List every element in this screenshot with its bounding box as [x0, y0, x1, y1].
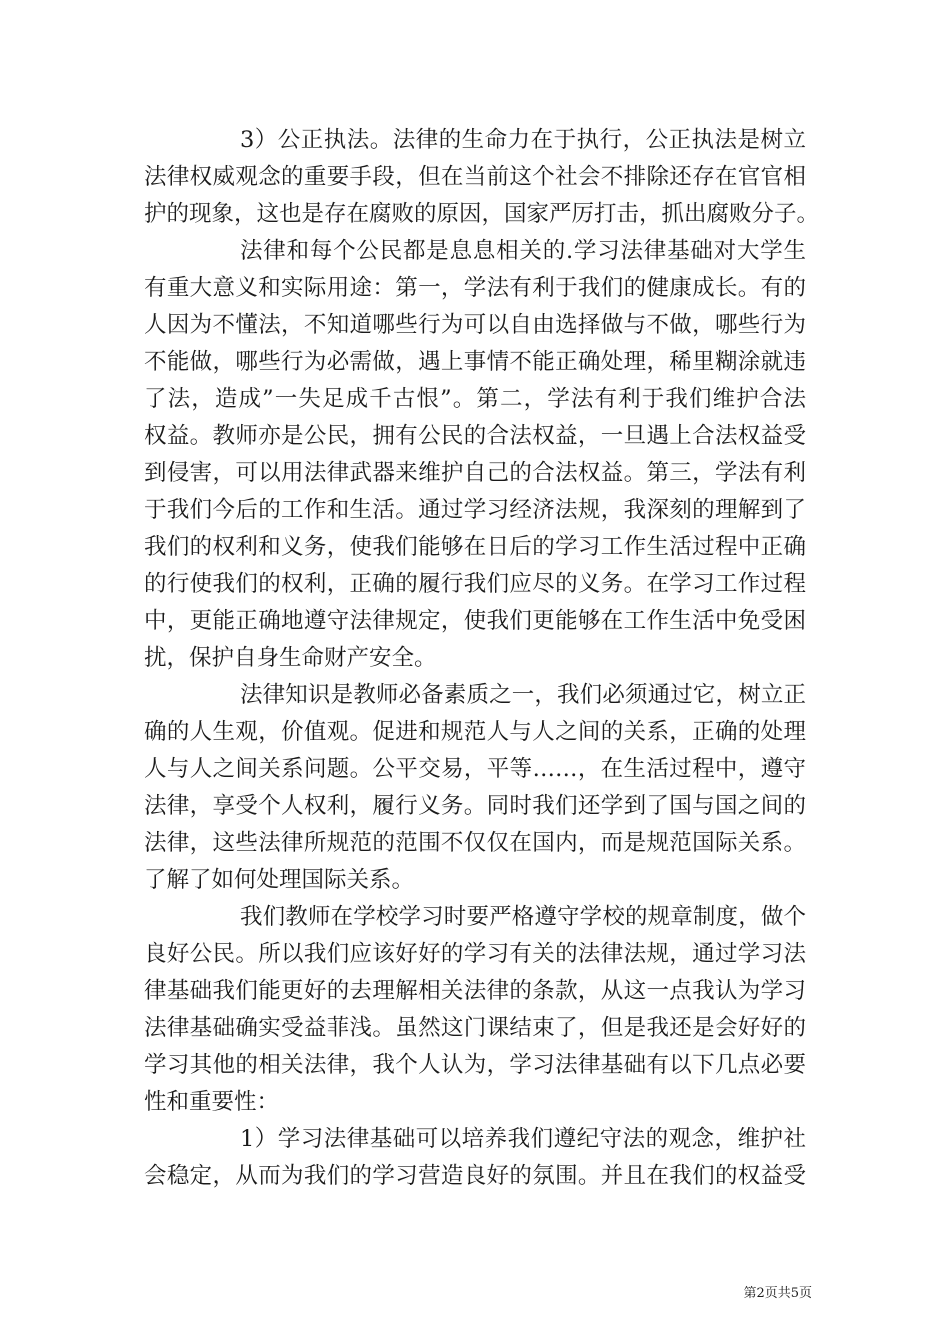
paragraph-line: 法律，这些法律所规范的范围不仅仅在国内，而是规范国际关系。: [144, 830, 806, 856]
paragraph-line: 于我们今后的工作和生活。通过学习经济法规，我深刻的理解到了: [144, 497, 806, 523]
paragraph-line: 了法，造成”一失足成千古恨”。第二，学法有利于我们维护合法: [144, 386, 806, 412]
paragraph-line: 护的现象，这也是存在腐败的原因，国家严厉打击，抓出腐败分子。: [144, 201, 820, 227]
paragraph-line: 权益。教师亦是公民，拥有公民的合法权益，一旦遇上合法权益受: [144, 423, 806, 449]
paragraph-line: 我们教师在学校学习时要严格遵守学校的规章制度，做个: [240, 904, 806, 930]
paragraph-line: 确的人生观，价值观。促进和规范人与人之间的关系，正确的处理: [144, 719, 806, 745]
paragraph-line: 1）学习法律基础可以培养我们遵纪守法的观念，维护社: [240, 1126, 806, 1152]
paragraph-line: 扰，保护自身生命财产安全。: [144, 645, 437, 671]
paragraph-line: 学习其他的相关法律，我个人认为，学习法律基础有以下几点必要: [144, 1052, 806, 1078]
paragraph-line: 律基础我们能更好的去理解相关法律的条款，从这一点我认为学习: [144, 978, 806, 1004]
paragraph-line: 有重大意义和实际用途：第一，学法有利于我们的健康成长。有的: [144, 275, 806, 301]
paragraph-line: 中，更能正确地遵守法律规定，使我们更能够在工作生活中免受困: [144, 608, 806, 634]
paragraph-line: 3）公正执法。法律的生命力在于执行，公正执法是树立: [240, 127, 806, 153]
paragraph-line: 到侵害，可以用法律武器来维护自己的合法权益。第三，学法有利: [144, 460, 806, 486]
paragraph-line: 法律权威观念的重要手段，但在当前这个社会不排除还存在官官相: [144, 164, 806, 190]
paragraph-line: 人因为不懂法，不知道哪些行为可以自由选择做与不做，哪些行为: [144, 312, 806, 338]
page-number: 第2页共5页: [743, 1286, 812, 1301]
paragraph-line: 法律知识是教师必备素质之一，我们必须通过它，树立正: [240, 682, 806, 708]
paragraph-line: 人与人之间关系问题。公平交易，平等……，在生活过程中，遵守: [144, 756, 806, 782]
paragraph-line: 的行使我们的权利，正确的履行我们应尽的义务。在学习工作过程: [144, 571, 806, 597]
paragraph-line: 我们的权利和义务，使我们能够在日后的学习工作生活过程中正确: [144, 534, 806, 560]
paragraph-line: 良好公民。所以我们应该好好的学习有关的法律法规，通过学习法: [144, 941, 806, 967]
paragraph-line: 性和重要性：: [144, 1089, 280, 1115]
paragraph-line: 法律基础确实受益菲浅。虽然这门课结束了，但是我还是会好好的: [144, 1015, 806, 1041]
paragraph-line: 法律，享受个人权利，履行义务。同时我们还学到了国与国之间的: [144, 793, 806, 819]
paragraph-line: 了解了如何处理国际关系。: [144, 867, 415, 893]
paragraph-line: 法律和每个公民都是息息相关的.学习法律基础对大学生: [240, 238, 806, 264]
paragraph-line: 不能做，哪些行为必需做，遇上事情不能正确处理，稀里糊涂就违: [144, 349, 806, 375]
paragraph-line: 会稳定，从而为我们的学习营造良好的氛围。并且在我们的权益受: [144, 1163, 806, 1189]
